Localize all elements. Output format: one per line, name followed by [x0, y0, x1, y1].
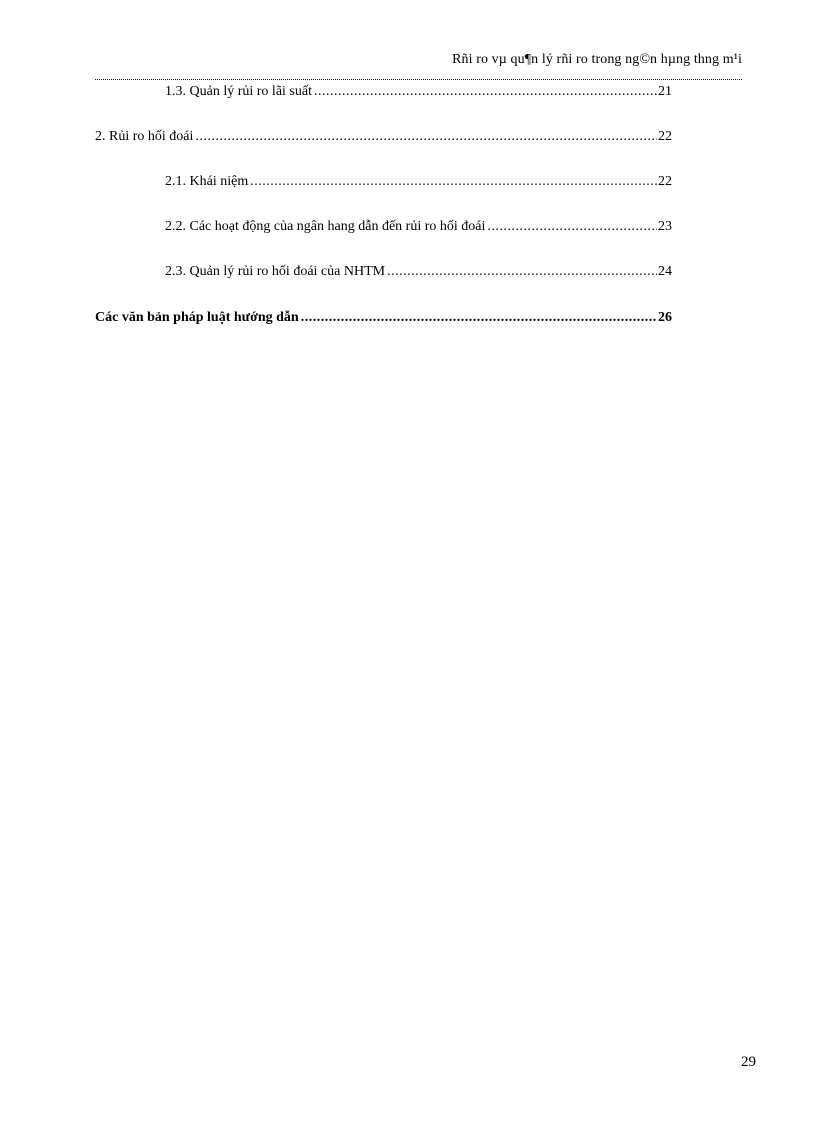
toc-entry-page: 22: [658, 174, 672, 189]
toc-entry-2-1[interactable]: [165, 174, 672, 190]
toc-entry-page: 21: [658, 84, 672, 99]
toc-dot-leader: [301, 310, 657, 326]
toc-entry-page: 22: [658, 129, 672, 144]
toc-entry-2-2[interactable]: [165, 219, 672, 235]
toc-entry-1-3[interactable]: [165, 84, 672, 100]
toc-dot-leader: [487, 219, 657, 235]
toc-entry-label: 2.3. Quản lý rủi ro hối đoái của NHTM: [165, 264, 386, 279]
header-divider: [95, 79, 742, 80]
toc-dot-leader: [314, 84, 657, 100]
toc-entry-label: 1.3. Quản lý rủi ro lãi suất: [165, 84, 312, 99]
toc-entry-2-3[interactable]: [165, 264, 672, 280]
toc-dot-leader: [195, 129, 657, 145]
toc-entry-label: 2.1. Khái niệm: [165, 174, 249, 189]
toc-entry-label: 2.2. Các hoạt động của ngân hang dẫn đến rủi ro hối đoái: [165, 219, 486, 234]
toc-entry-label: 2. Rủi ro hối đoái: [95, 129, 194, 144]
toc-entry-2[interactable]: [95, 129, 672, 145]
toc-entry-page: 26: [658, 310, 672, 325]
toc-entry-page: 24: [658, 264, 672, 279]
page-number: 29: [741, 1054, 756, 1070]
toc-dot-leader: [250, 174, 657, 190]
running-header: Rñi ro vµ qu¶n lý rñi ro trong ng©n hµng thng m¹i: [452, 52, 742, 67]
toc-dot-leader: [387, 264, 657, 280]
toc-entry-page: 23: [658, 219, 672, 234]
toc-entry-label: Các văn bản pháp luật hướng dẫn: [95, 310, 299, 325]
toc-entry-legal-documents[interactable]: [95, 310, 672, 326]
